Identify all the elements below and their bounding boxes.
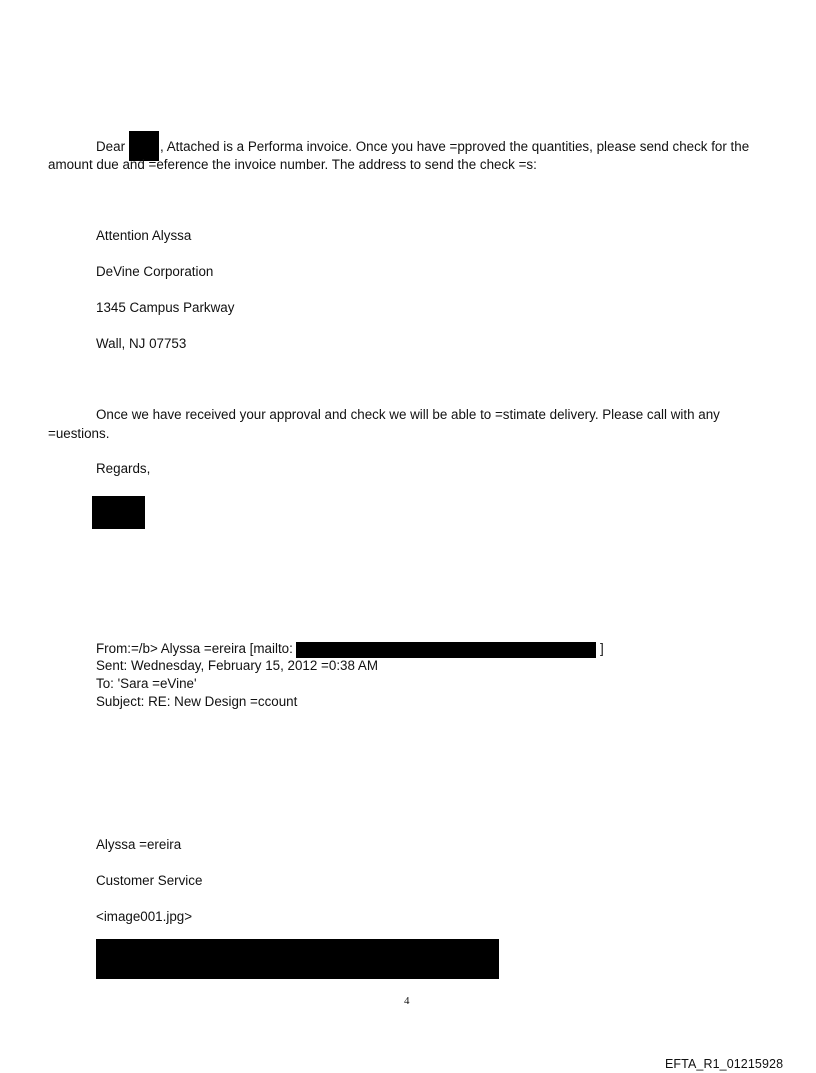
body-line-2: amount due and =eference the invoice number. The address to send the check =s:: [48, 157, 537, 172]
closing: Regards,: [96, 461, 151, 476]
email-from-line: [96, 640, 293, 658]
email-sent: Sent: Wednesday, February 15, 2012 =0:38 AM: [96, 658, 378, 673]
document-id: EFTA_R1_01215928: [665, 1057, 784, 1071]
greeting-prefix: Dear: [96, 139, 126, 154]
address-city: Wall, NJ 07753: [96, 336, 187, 351]
redaction-box-signature-details: [96, 939, 499, 979]
email-from-suffix: ]: [600, 641, 604, 656]
redaction-box-email: [296, 642, 596, 658]
body-paragraph-2-line-2: =uestions.: [48, 426, 110, 441]
address-attention: Attention Alyssa: [96, 228, 192, 243]
email-to: To: 'Sara =eVine': [96, 676, 197, 691]
body-paragraph-2-line-1: Once we have received your approval and check we will be able to =stimate delivery. Please call with any: [96, 407, 720, 422]
greeting-line: , Attached is a Performa invoice. Once you have =pproved the quantities, please send check for the: [160, 139, 750, 154]
email-subject: Subject: RE: New Design =ccount: [96, 694, 298, 709]
signature-image-placeholder: <image001.jpg>: [96, 909, 193, 924]
signature-name: Alyssa =ereira: [96, 837, 182, 852]
redaction-box-signature: [92, 496, 145, 529]
signature-title: Customer Service: [96, 873, 203, 888]
email-from-prefix: From:=/b> Alyssa =ereira [mailto:: [96, 641, 293, 656]
page-number: 4: [404, 995, 410, 1007]
address-company: DeVine Corporation: [96, 264, 214, 279]
address-street: 1345 Campus Parkway: [96, 300, 235, 315]
